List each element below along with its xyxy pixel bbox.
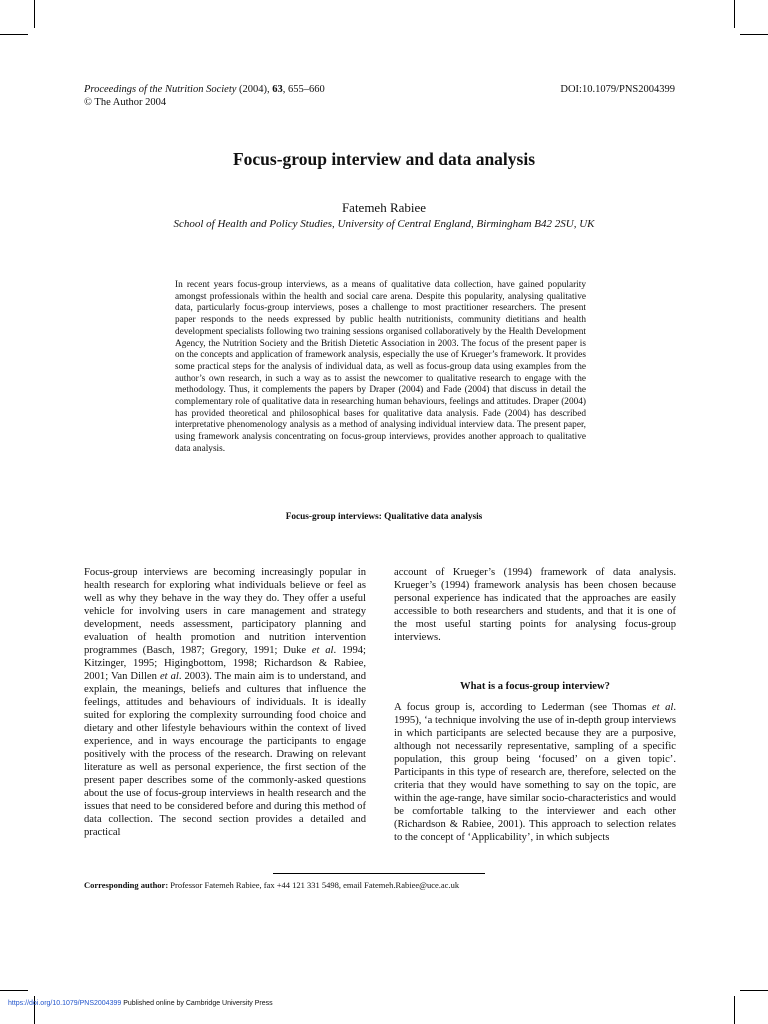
paragraph: A focus group is, according to Lederman (see Thomas et al. 1995), ‘a technique involving the use of in-depth group interviews in which participants are selected because they are a purposive, although not necessarily representative, sampling of a specific population, this group being ‘focused’ on a given topic’. Participants in this type of research are, therefore, selected on the criteria that they would have something to say on the topic, are within the age-range, have similar socio-characteristics and would be comfortable talking to the interviewer and each other (Richardson & Rabiee, 2001). This approach to selection relates to the concept of ‘Applicability’, in which subjects — [394, 702, 676, 843]
section-heading: What is a focus-group interview? — [460, 681, 610, 692]
footnote-rule — [273, 873, 485, 874]
footnote-text: Professor Fatemeh Rabiee, fax +44 121 331 5498, email Fatemeh.Rabiee@uce.ac.uk — [170, 880, 460, 890]
copyright: © The Author 2004 — [84, 97, 167, 108]
doi: DOI:10.1079/PNS2004399 — [560, 84, 675, 95]
author: Fatemeh Rabiee — [341, 200, 427, 215]
abstract: In recent years focus-group interviews, as a means of qualitative data collection, have gained popularity amongst professionals within the health and social care arena. Despite this popularity, analysing qualitative data, particularly focus-group interviews, poses a challenge to most practitioner researchers. The present paper responds to the needs expressed by public health nutritionists, community dietitians and health development specialists following two training sessions organised collaboratively by the Health Development Agency, the Nutrition Society and the British Dietetic Association in 2003. The focus of the present paper is on the concepts and application of framework analysis, especially the use of Krueger’s framework. It provides some practical steps for the analysis of individual data, as well as focus-group data using examples from the author’s own research, in such a way as to assist the newcomer to qualitative research to engage with the methodology. Thus, it complements the papers by Draper (2004) and Fade (2004) that discuss in detail the complementary role of qualitative data in researching human behaviours, feelings and attitudes. Draper (2004) has provided theoretical and philosophical bases for qualitative data analysis. Fade (2004) has described interpretative phenomenology analysis as a method of analysing individual interview data. The present paper, using framework analysis concentrating on focus-group interviews, provides another approach to qualitative data analysis. — [175, 280, 586, 454]
left-column — [84, 566, 366, 839]
affiliation: School of Health and Policy Studies, University of Central England, Birmingham B42 2SU, UK — [173, 218, 595, 230]
journal-volume: 63 — [272, 84, 283, 95]
doi-link[interactable]: https://doi.org/10.1079/PNS2004399 — [8, 1000, 122, 1007]
crop-mark — [740, 34, 768, 35]
crop-mark — [34, 0, 35, 28]
crop-mark — [740, 990, 768, 991]
crop-mark — [734, 996, 735, 1024]
crop-mark — [0, 990, 28, 991]
paper-title: Focus-group interview and data analysis — [232, 149, 536, 169]
journal-header — [84, 83, 325, 109]
crop-mark — [0, 34, 28, 35]
published-online-text: Published online by Cambridge University Press — [123, 1000, 273, 1007]
intro-paragraph: Focus-group interviews are becoming increasingly popular in health research for exploring what individuals believe or feel as well as why they behave in the way they do. They offer a useful vehicle for involving users in care management and strategy development, needs assessment, participatory planning and evaluation of health promotion and nutrition intervention programmes (Basch, 1987; Gregory, 1991; Duke et al. 1994; Kitzinger, 1995; Higingbottom, 1998; Richardson & Rabiee, 2001; Van Dillen et al. 2003). The main aim is to understand, and explain, the meanings, beliefs and cultures that influence the feelings, attitudes and behaviours of individuals. It is ideally suited for exploring the complexity surrounding food choice and dietary and other lifestyle behaviours within the context of lived experience, and in ways encourage the participants to engage positively with the process of the research. Drawing on relevant literature as well as personal experience, the first section of the present paper describes some of the commonly-asked questions about the use of focus-group interviews in health research and the issues that need to be considered before and during this method of data collection. The second section provides a detailed and practical — [84, 567, 366, 838]
paragraph: account of Krueger’s (1994) framework of data analysis. Krueger’s (1994) framework analysis has been chosen because personal experience has indicated that the approaches are easily accessible to both researchers and students, and that it is one of the most useful starting points for analysing focus-group interviews. — [394, 567, 676, 643]
footnote-label: Corresponding author: — [84, 880, 169, 890]
publication-footer — [8, 1000, 273, 1007]
corresponding-author-footnote — [84, 880, 459, 890]
journal-year: (2004), — [239, 84, 270, 95]
journal-pages: , 655–660 — [282, 84, 325, 95]
journal-name: Proceedings of the Nutrition Society — [84, 84, 237, 95]
right-column — [394, 566, 676, 844]
keywords: Focus-group interviews: Qualitative data analysis — [285, 512, 483, 522]
crop-mark — [734, 0, 735, 28]
